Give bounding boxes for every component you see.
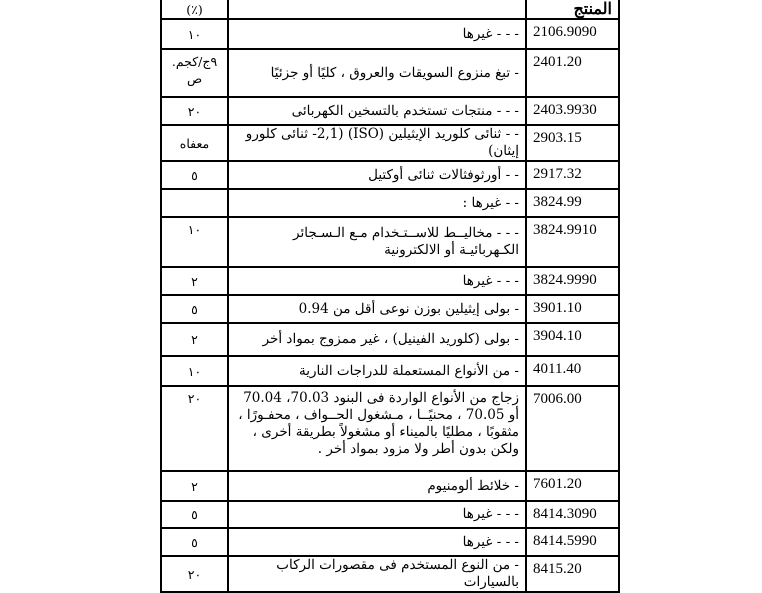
header-description (228, 0, 526, 19)
duty-rate-cell: ٢٠ (161, 386, 228, 471)
tariff-code-cell: 2403.9930 (526, 97, 619, 125)
description-cell: - - ثنائى كلوريد الإيثيلين (ISO) (2,1- ثنائى كلورو إيثان) (228, 125, 526, 161)
duty-rate-cell: ٥ (161, 295, 228, 323)
duty-rate-cell: ١٠ (161, 19, 228, 49)
duty-rate-cell: ١٠ (161, 356, 228, 386)
tariff-code-cell: 2903.15 (526, 125, 619, 161)
header-code: المنتج (526, 0, 619, 19)
table-row (161, 386, 619, 471)
table-row (161, 356, 619, 386)
tariff-code-cell: 8414.5990 (526, 528, 619, 556)
duty-rate-cell: ٢ (161, 267, 228, 295)
description-cell: - - - غيرها (228, 19, 526, 49)
table-row (161, 189, 619, 217)
description-cell: - - أورثوفثالات ثنائى أوكتيل (228, 161, 526, 189)
description-cell: - خلائط ألومنيوم (228, 471, 526, 501)
tariff-code-cell: 2917.32 (526, 161, 619, 189)
tariff-code-cell: 4011.40 (526, 356, 619, 386)
duty-rate-cell: ١٠ (161, 217, 228, 267)
table-row (161, 217, 619, 267)
table-row (161, 323, 619, 356)
tariff-table (160, 0, 620, 593)
description-cell: - من الأنواع المستعملة للدراجات النارية (228, 356, 526, 386)
tariff-code-cell: 2401.20 (526, 49, 619, 97)
duty-rate-cell: ٥ (161, 161, 228, 189)
description-cell: - - - غيرها (228, 528, 526, 556)
description-cell: - - غيرها : (228, 189, 526, 217)
duty-rate-cell (161, 189, 228, 217)
tariff-code-cell: 7601.20 (526, 471, 619, 501)
description-cell: - - - غيرها (228, 501, 526, 528)
table-row (161, 471, 619, 501)
description-cell: - بولى (كلوريد الفينيل) ، غير ممزوج بمواد أخر (228, 323, 526, 356)
description-cell: - بولى إيثيلين بوزن نوعى أقل من 0.94 (228, 295, 526, 323)
duty-rate-cell: ٢٠ (161, 556, 228, 592)
table-row (161, 125, 619, 161)
duty-rate-cell: ٢٠ (161, 97, 228, 125)
tariff-code-cell: 3901.10 (526, 295, 619, 323)
description-cell: - - - غيرها (228, 267, 526, 295)
description-cell: - تبغ منزوع السويقات والعروق ، كليًا أو جزئيًا (228, 49, 526, 97)
tariff-code-cell: 8415.20 (526, 556, 619, 592)
duty-rate-cell: ٩ج/كجم. ص (161, 49, 228, 97)
duty-rate-cell: معفاه (161, 125, 228, 161)
table-row (161, 97, 619, 125)
table-row (161, 528, 619, 556)
table-row (161, 295, 619, 323)
tariff-code-cell: 3904.10 (526, 323, 619, 356)
tariff-table-page (160, 0, 614, 593)
description-cell: - - - مخاليــط للاســتـخدام مـع الـسـجائر الكـهربائيـة أو الالكترونية (228, 217, 526, 267)
tariff-code-cell: 3824.9990 (526, 267, 619, 295)
duty-rate-cell: ٢ (161, 323, 228, 356)
duty-rate-cell: ٥ (161, 501, 228, 528)
tariff-code-cell: 2106.9090 (526, 19, 619, 49)
table-row (161, 556, 619, 592)
duty-rate-cell: ٢ (161, 471, 228, 501)
table-row (161, 161, 619, 189)
description-cell: - من النوع المستخدم فى مقصورات الركاب بالسيارات (228, 556, 526, 592)
table-row (161, 19, 619, 49)
table-row (161, 267, 619, 295)
tariff-code-cell: 7006.00 (526, 386, 619, 471)
description-cell: - - - منتجات تستخدم بالتسخين الكهربائى (228, 97, 526, 125)
tariff-code-cell: 8414.3090 (526, 501, 619, 528)
table-row (161, 501, 619, 528)
table-row (161, 49, 619, 97)
header-duty-rate: (٪) (161, 0, 228, 19)
duty-rate-cell: ٥ (161, 528, 228, 556)
description-cell: زجاج من الأنواع الواردة فى البنود 70.03، 70.04 أو 70.05 ، محنيًــا ، مـشغول الحــواف ، محفـورًا ، مثقوبًا ، مطليًا بالميناء أو مشغولاً بطريقة أخرى ، ولكن بدون أطر ولا مزود بمواد أخر . (228, 386, 526, 471)
tariff-code-cell: 3824.9910 (526, 217, 619, 267)
table-header-row (161, 0, 619, 19)
tariff-code-cell: 3824.99 (526, 189, 619, 217)
